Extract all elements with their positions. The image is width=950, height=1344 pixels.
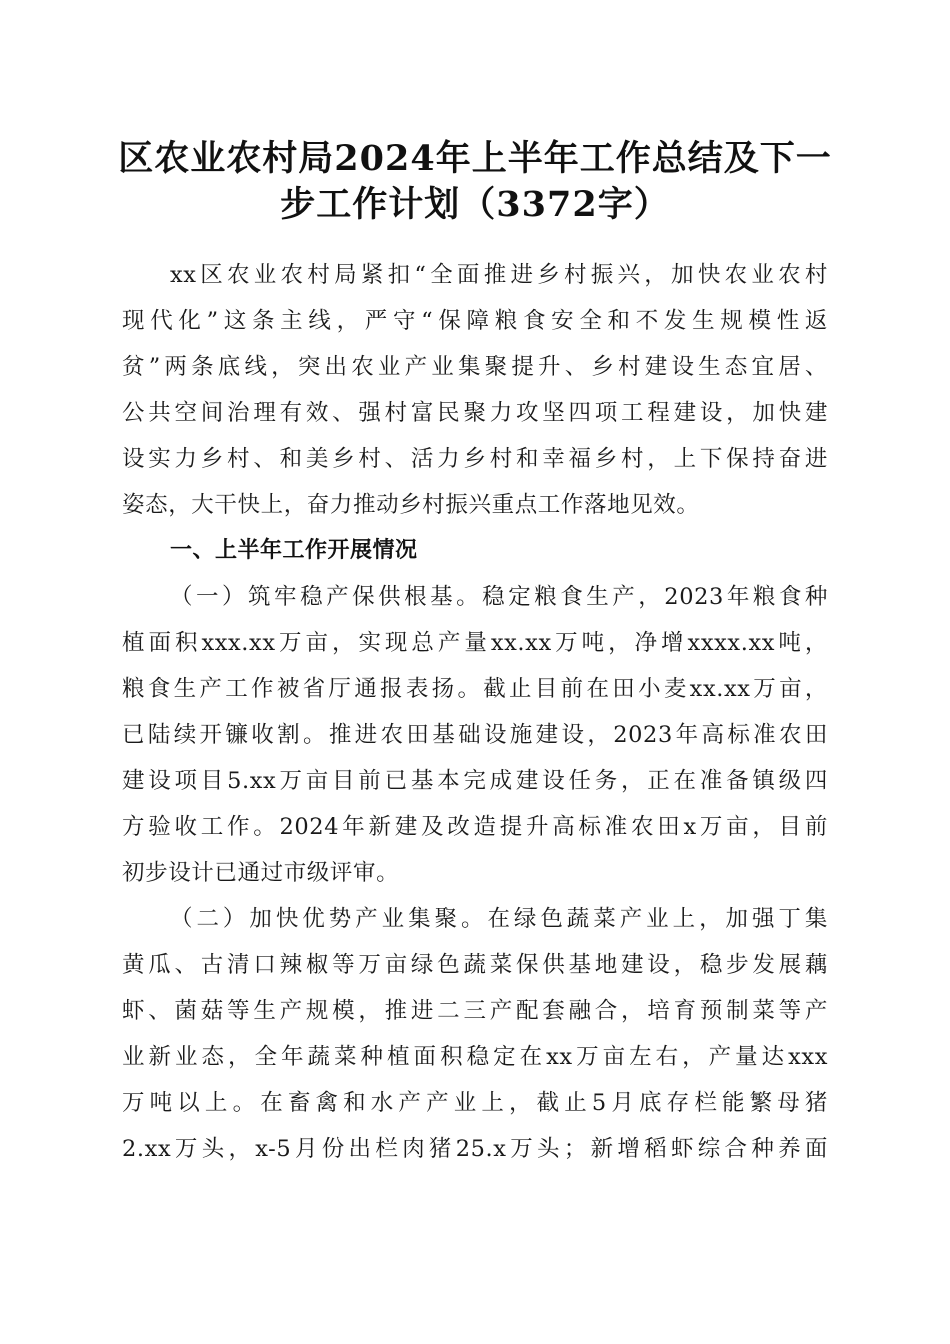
para1-line-4: 已陆续开镰收割。推进农田基础设施建设，2023年高标准农田: [122, 722, 828, 748]
para2-line-6: 2.xx万头，x-5月份出栏肉猪25.x万头；新增稻虾综合种养面: [122, 1136, 828, 1162]
intro-line-3: 贫”两条底线，突出农业产业集聚提升、乡村建设生态宜居、: [122, 354, 828, 380]
para1-line-2: 植面积xxx.xx万亩，实现总产量xx.xx万吨，净增xxxx.xx吨，: [122, 630, 828, 656]
paragraph-1: [122, 574, 828, 896]
intro-line-6: 姿态，大干快上，奋力推动乡村振兴重点工作落地见效。: [122, 492, 700, 518]
intro-line-4: 公共空间治理有效、强村富民聚力攻坚四项工程建设，加快建: [122, 400, 828, 426]
para2-line-4: 业新业态，全年蔬菜种植面积稳定在xx万亩左右，产量达xxx: [122, 1044, 828, 1070]
para2-line-2: 黄瓜、古清口辣椒等万亩绿色蔬菜保供基地建设，稳步发展藕: [122, 952, 828, 978]
paragraph-2: [122, 896, 828, 1172]
para2-line-3: 虾、菌菇等生产规模，推进二三产配套融合，培育预制菜等产: [122, 998, 828, 1024]
intro-line-5: 设实力乡村、和美乡村、活力乡村和幸福乡村，上下保持奋进: [122, 446, 828, 472]
document-body: [122, 252, 828, 1172]
para1-line-3: 粮食生产工作被省厅通报表扬。截止目前在田小麦xx.xx万亩，: [122, 676, 828, 702]
intro-line-1: xx区农业农村局紧扣“全面推进乡村振兴，加快农业农村: [170, 262, 828, 288]
title-line-1: 区农业农村局2024年上半年工作总结及下一: [118, 138, 832, 179]
para1-line-5: 建设项目5.xx万亩目前已基本完成建设任务，正在准备镇级四: [122, 768, 828, 794]
para2-line-1: （二）加快优势产业集聚。在绿色蔬菜产业上，加强丁集: [170, 906, 828, 932]
section-heading: 一、上半年工作开展情况: [170, 538, 418, 563]
para1-line-7: 初步设计已通过市级评审。: [122, 860, 400, 886]
para1-line-1: （一）筑牢稳产保供根基。稳定粮食生产，2023年粮食种: [170, 584, 828, 610]
intro-paragraph: [122, 252, 828, 528]
document-title: [110, 136, 840, 228]
title-line-2: 步工作计划（3372字）: [280, 184, 670, 225]
intro-line-2: 现代化”这条主线，严守“保障粮食安全和不发生规模性返: [122, 308, 828, 334]
para2-line-5: 万吨以上。在畜禽和水产产业上，截止5月底存栏能繁母猪: [122, 1090, 828, 1116]
para1-line-6: 方验收工作。2024年新建及改造提升高标准农田x万亩，目前: [122, 814, 828, 840]
